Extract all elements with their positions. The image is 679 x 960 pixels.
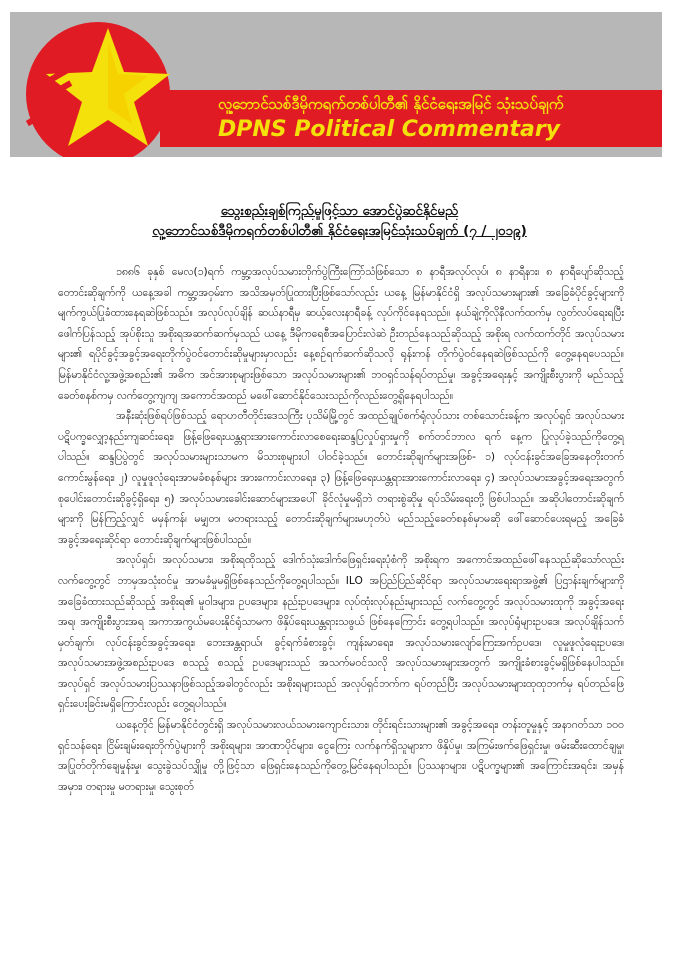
headline-subtitle: လူ့ဘောင်သစ်ဒီမိုကရက်တစ်ပါတီ၏ နိုင်ငံရေးအမြင်သုံးသပ်ချက် (၇ / ၂၀၁၉) xyxy=(152,223,527,239)
banner-title: လူ့ဘောင်သစ်ဒီမိုကရက်တစ်ပါတီ၏ နိုင်ငံရေးအမြင် သုံးသပ်ချက် xyxy=(218,95,564,113)
article-paragraph: အလုပ်ရှင်၊ အလုပ်သမား၊ အစိုးရထိုသည့် ဒေါက်သုံးဒေါက်ဖြေရှင်းရေးပုံစံကို အစိုးရက အကောင်အထည်ဖေါ်နေသည်ဆိုသော်လည်း လက်တွေ့တွင် ဘာမှအသုံးဝင်မှု အာမခံမှုမရှိဖြစ်နေသည်ကိုတွေ့ရပါသည်။ ILO အပြည်ပြည်ဆိုင်ရာ အလုပ်သမားရေးရာအဖွဲ့၏ ပြဌာန်းချက်များကို အခြေခံထားသည်ဆိုသည့် အစိုးရ၏ မူဝါဒများ၊ ဥပဒေများ၊ နည်းဥပဒေများ၊ လုပ်ထုံးလုပ်နည်းများသည် လက်တွေ့တွင် အလုပ်သမားထုကို အခွင့်အရေးအရ၊ အကျိုးစီးပွားအရ အကာအကွယ်မပေးနိုင်ရုံသာမက ဖိနှိပ်ရေးယန္တရားသဖွယ် ဖြစ်နေကြောင်း တွေ့ရပါသည်။ အလုပ်ရုံများဥပဒေ၊ အလုပ်ချိန်သက်မှတ်ချက်၊ လုပ်ငန်းခွင်အခွင့်အရေး၊ ဘေးအန္တရာယ်၊ ခွင့်ရက်ခံစားခွင့်၊ ကျန်းမာရေး၊ အလုပ်သမားလျော်ကြေးအက်ဥပဒေ၊ လူမှုဖူလုံရေးဥပဒေ၊ အလုပ်သမားအဖွဲ့အစည်းဥပဒေ စသည့် စသည့် ဥပဒေများသည် အသက်မဝင်သလို အလုပ်သမားများအတွက် အကျိုးခံစားခွင့်မရှိဖြစ်နေပါသည်။ အလုပ်ရှင် အလုပ်သမားပြဿနာဖြစ်သည့်အခါတွင်လည်း အစိုးရများသည် အလုပ်ရှင်ဘက်က ရပ်တည်ပြီး အလုပ်သမားများထုထုဘက်မှ ရပ်တည်ဖြေရှင်းပေးခြင်းမရှိကြောင်းလည်း တွေ့ရပါသည်။ xyxy=(58,554,624,711)
article-body xyxy=(58,262,624,797)
article-paragraph: အနီးဆုံးဖြစ်ရပ်ဖြစ်သည့် ရောဟတီတိုင်းဒေသကြီး ပုသိမ်မြို့တွင် အထည်ချုပ်စက်ရုံလုပ်သား တစ်သောင်းခန့်က အလုပ်ရှင် အလုပ်သမား ပဋိပက္ခလျှော့နည်းကျဆင်းရေး၊ ဖြန့်ဖြေရေးယန္တရားအားကောင်းလာစေရေးဆန္ဒပြလှုပ်ရှားမှုကို စက်တင်ဘာလ ရက် နေ့က ပြုလုပ်ခဲ့သည်ကိုတွေ့ရပါသည်။ ဆန္ဒပြပွဲတွင် အလုပ်သမားများသာမက မိသားစုများပါ ပါဝင်ခဲ့သည်။ တောင်းဆိုချက်များအဖြစ်- ၁) လုပ်ငန်းခွင်အခြေအနေတိုးတက်ကောင်းမွန်ရေး၊ ၂) လူမှုဖူလုံရေးအာမခံစနစ်များ အားကောင်းလာရေး၊ ၃) ဖြန့်ဖြေရေးယန္တရားအားကောင်းလာရေး၊ ၄) အလုပ်သမားအခွင့်အရေးအတွက် စုပေါင်းတောင်းဆိုခွင့်ရှိရေး၊ ၅) အလုပ်သမားခေါင်းဆောင်များအပေါ် ခိုင်လုံမှုမရှိဘဲ တရားစွဲဆိုမှု ရပ်သိမ်းရေးတို့ ဖြစ်ပါသည်။ အဆိုပါတောင်းဆိုချက်များကို မြန်ကြည့်လျှင် မမှန်ကန်၊ မမျှတ၊ မတရားသည့် တောင်းဆိုချက်များမဟုတ်ပဲ မည်သည့်ခေတ်စနစ်မှာမဆို ဖေါ်ဆောင်ပေးရမည့် အခြေခံအခွင့်အရေးဆိုင်ရာ တောင်းဆိုချက်များဖြစ်ပါသည်။ xyxy=(58,410,624,546)
banner-subtitle: DPNS Political Commentary xyxy=(218,117,561,142)
headline-title: သွေးစည်းချစ်ကြည်မှုဖြင့်သာ အောင်ပွဲဆင်နိုင်မည် xyxy=(220,203,459,219)
article-paragraph: ယနေ့တိုင် မြန်မာနိုင်ငံတွင်းရှိ အလုပ်သမားလယ်သမားကျောင်းသား၊ တိုင်းရင်းသားများ၏ အခွင့်အရေး၊ တန်းတူမှုနှင့် အနာဂတ်သာ ၁၀၀ ရှင်သန်ရေး၊ ငြိမ်းချမ်းရေးတိုက်ပွဲများကို အစိုးရများ၊ အာဏာပိုင်များ၊ ငွေကြေး လက်နက်ရှိသူများက ဖိနှိပ်မှု၊ အကြမ်းဖက်ဖြေရှင်းမှု၊ ဖမ်းဆီးထောင်ချမှု၊ အပြုတ်တိုက်ချေမှုန်းမှု၊ သွေးခွဲသပ်သျှိုမှု တို့ဖြင့်သာ ဖြေရှင်းနေသည်ကိုတွေ့မြင်နေရပါသည်။ ပြဿနာများ၊ ပဋိပက္ခများ၏ အကြောင်းအရင်း၊ အမှန် အမှား၊ တရားမှု မတရားမှု၊ သွေးစုတ် xyxy=(58,719,624,793)
masthead-banner xyxy=(10,12,662,157)
article-paragraph: ၁၈၈၆ ခုနှစ် မေလ(၁)ရက် ကမ္ဘာ့အလုပ်သမားတိုက်ပွဲကြီးကြော်သံဖြစ်သော ၈ နာရီအလုပ်လုပ်၊ ၈ နာရီနား၊ ၈ နာရီပျော်ဆိုသည့် တောင်းဆိုချက်ကို ယနေ့အခါ ကမ္ဘာ့အဝှမ်းက အသိအမှတ်ပြုထားပြီးဖြစ်သော်လည်း ယနေ့ မြန်မာနိုင်ငံရှိ အလုပ်သမားများ၏ အခြေခံပိုင်ခွင့်များကို မျက်ကွယ်ပြုခံထားနေရဆဲဖြစ်သည်။ အလုပ်လုပ်ချိန် ဆယ်နာရီမှ ဆယ့်လေးနာရီခန့် လုပ်ကိုင်နေရသည်။ နယ်ချဲ့ကိုလိုနီလက်ထက်မှ လွတ်လပ်ရေးရပြီး ဖေါက်ပြန်သည့် အုပ်စိုးသူ အစိုးရအဆက်ဆက်မှသည် ယနေ့ ဒီမိုကရေစီအပြောင်းလဲဆဲ ဦးတည်နေသည်ဆိုသည့် အစိုးရ လက်ထက်တိုင် အလုပ်သမားများ၏ ရပိုင်ခွင့်အခွင့်အရေးတိုက်ပွဲဝင်တောင်းဆိုမှုများမှာလည်း နေ့စဉ်ရက်ဆက်ဆိုသလို ရုန်းကန် တိုက်ပွဲဝင်နေရဆဲဖြစ်သည်ကို တွေ့နေရပေသည်။ မြန်မာနိုင်ငံလူ့အဖွဲ့အစည်း၏ အဓိက အင်အားစုများဖြစ်သော အလုပ်သမားများ၏ ဘဝရှင်သန်ရပ်တည်မှု၊ အခွင့်အရေးနှင့် အကျိုးစီးပွားကို မည်သည့် ခေတ်စနစ်ကမှ လက်တွေ့ကျကျ အကောင်အထည် မဖေါ်ဆောင်နိုင်သေးသည်ကိုလည်းတွေ့ရှိနေရပါသည်။ xyxy=(58,266,624,402)
